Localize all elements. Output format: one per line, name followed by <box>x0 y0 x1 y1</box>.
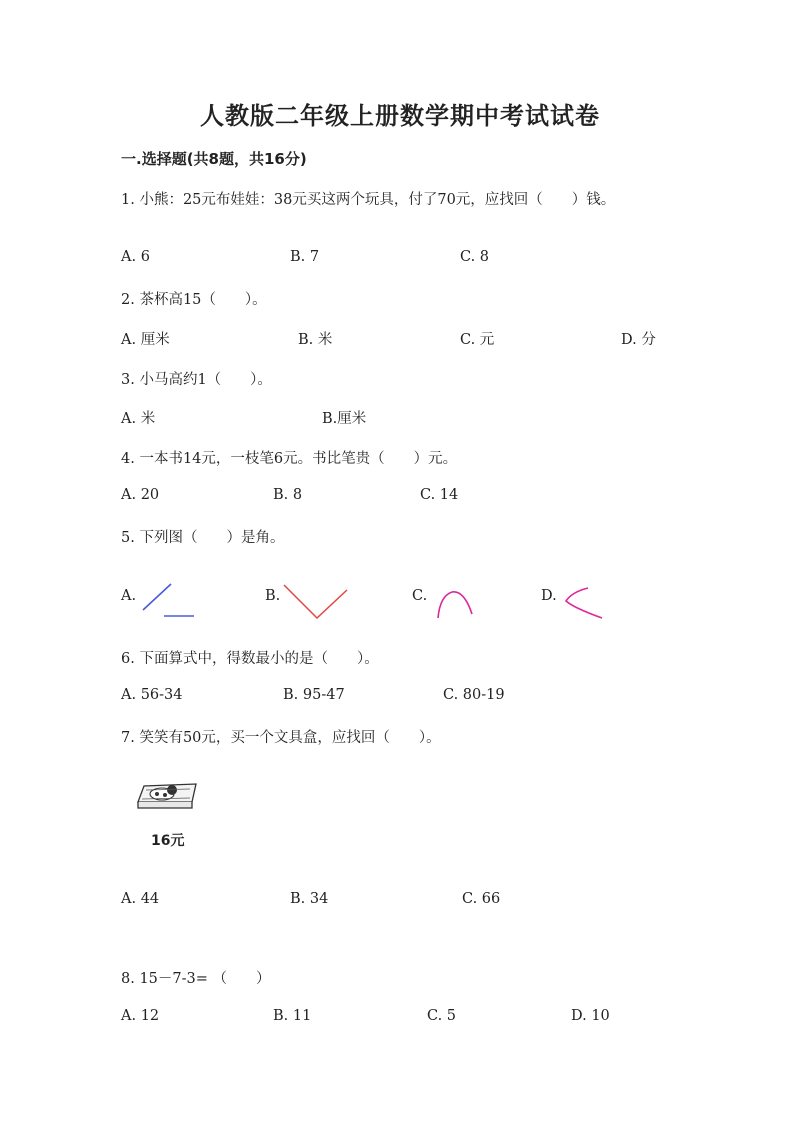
q5-option-d[interactable]: D. <box>541 588 557 604</box>
q2-option-d[interactable]: D. 分 <box>621 332 656 348</box>
q8-option-a[interactable]: A. 12 <box>121 1008 160 1024</box>
figure-curved-angle <box>562 584 608 624</box>
page-title: 人教版二年级上册数学期中考试试卷 <box>200 101 600 130</box>
pencil-case-price-label: 16元 <box>151 833 185 849</box>
question-2-stem: 2. 茶杯高15（ ）。 <box>121 292 267 308</box>
q7-option-c[interactable]: C. 66 <box>462 891 501 907</box>
pencil-case-illustration <box>132 776 200 816</box>
q8-option-b[interactable]: B. 11 <box>273 1008 312 1024</box>
q3-option-b[interactable]: B.厘米 <box>322 411 367 427</box>
question-1-stem: 1. 小熊：25元布娃娃：38元买这两个玩具，付了70元，应找回（ ）钱。 <box>121 192 616 208</box>
q5-option-b[interactable]: B. <box>265 588 281 604</box>
q2-option-a[interactable]: A. 厘米 <box>121 332 170 348</box>
figure-b-angle-lines <box>284 585 347 618</box>
q6-option-b[interactable]: B. 95-47 <box>283 687 345 703</box>
figure-curved-arch <box>434 586 480 622</box>
q2-option-b[interactable]: B. 米 <box>298 332 333 348</box>
q2-option-c[interactable]: C. 元 <box>460 332 495 348</box>
q4-option-b[interactable]: B. 8 <box>273 487 303 503</box>
question-5-stem: 5. 下列图（ ）是角。 <box>121 530 285 546</box>
q1-option-c[interactable]: C. 8 <box>460 249 490 265</box>
figure-angle <box>282 582 352 624</box>
question-8-stem: 8. 15－7-3= （ ） <box>121 971 271 987</box>
q5-option-a[interactable]: A. <box>121 588 137 604</box>
figure-two-separate-lines <box>140 580 200 620</box>
q8-option-c[interactable]: C. 5 <box>427 1008 457 1024</box>
q4-option-a[interactable]: A. 20 <box>121 487 160 503</box>
q5-option-c[interactable]: C. <box>412 588 428 604</box>
question-3-stem: 3. 小马高约1（ ）。 <box>121 372 272 388</box>
q8-option-d[interactable]: D. 10 <box>571 1008 610 1024</box>
q7-option-a[interactable]: A. 44 <box>121 891 160 907</box>
q6-option-a[interactable]: A. 56-34 <box>121 687 183 703</box>
figure-d-curve <box>566 588 602 618</box>
q6-option-c[interactable]: C. 80-19 <box>443 687 505 703</box>
q4-option-c[interactable]: C. 14 <box>420 487 459 503</box>
figure-c-curve <box>438 592 472 618</box>
question-6-stem: 6. 下面算式中，得数最小的是（ ）。 <box>121 651 379 667</box>
q1-option-a[interactable]: A. 6 <box>121 249 150 265</box>
section-heading: 一.选择题(共8题，共16分) <box>121 150 307 168</box>
question-4-stem: 4. 一本书14元，一枝笔6元。书比笔贵（ ）元。 <box>121 451 458 467</box>
figure-a-line-1 <box>143 584 171 610</box>
question-7-stem: 7. 笑笑有50元，买一个文具盒，应找回（ ）。 <box>121 730 441 746</box>
q3-option-a[interactable]: A. 米 <box>121 411 156 427</box>
q1-option-b[interactable]: B. 7 <box>290 249 320 265</box>
q7-option-b[interactable]: B. 34 <box>290 891 329 907</box>
